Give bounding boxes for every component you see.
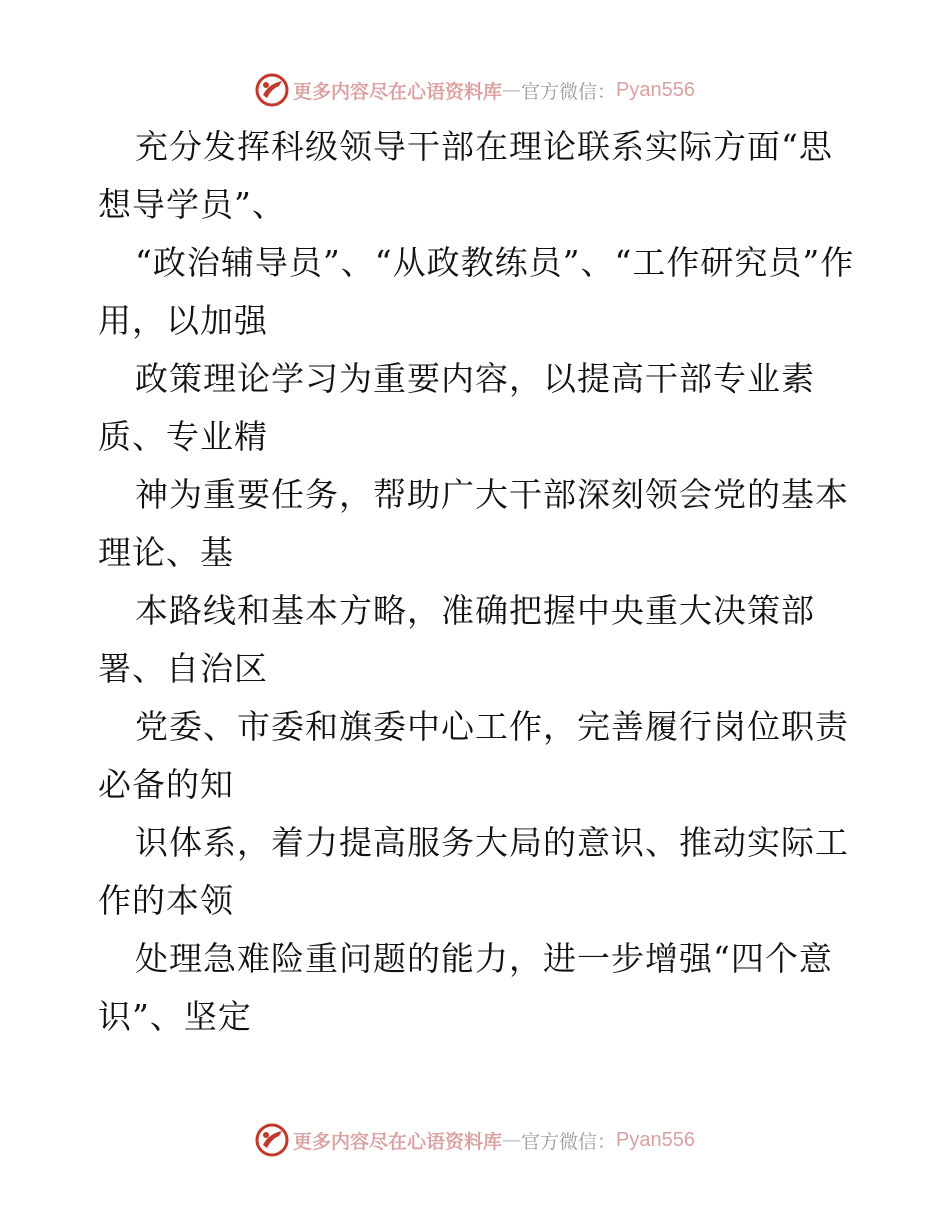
header-banner [0,70,950,110]
banner-main-text: 更多内容尽在心语资料库 [293,80,503,103]
paragraph: 本路线和基本方略，准确把握中央重大决策部署、自治区 [98,591,815,688]
hand-pen-logo-icon [255,73,289,107]
paragraph: 政策理论学习为重要内容，以提高干部专业素质、专业精 [98,359,815,456]
paragraph: 处理急难险重问题的能力，进一步增强“四个意识”、坚定 [98,939,833,1036]
document-body [98,118,858,1046]
paragraph: 党委、市委和旗委中心工作，完善履行岗位职责必备的知 [98,707,849,804]
hand-pen-logo-icon [255,1123,289,1157]
paragraph: “政治辅导员”、“从政教练员”、“工作研究员”作用，以加强 [98,243,855,340]
banner-wechat-label: 官方微信： [521,1130,617,1153]
paragraph: 充分发挥科级领导干部在理论联系实际方面“思想导学员”、 [98,127,833,224]
banner-wechat-label: 官方微信： [521,80,617,103]
banner-main-text: 更多内容尽在心语资料库 [293,1130,503,1153]
paragraph: 识体系，着力提高服务大局的意识、推动实际工作的本领 [98,823,849,920]
footer-banner [0,1120,950,1160]
banner-wechat-id: Pyan556 [616,78,695,101]
paragraph: 神为重要任务，帮助广大干部深刻领会党的基本理论、基 [98,475,849,572]
banner-separator: — [502,1129,522,1151]
banner-separator: — [502,79,522,101]
banner-wechat-id: Pyan556 [616,1128,695,1151]
